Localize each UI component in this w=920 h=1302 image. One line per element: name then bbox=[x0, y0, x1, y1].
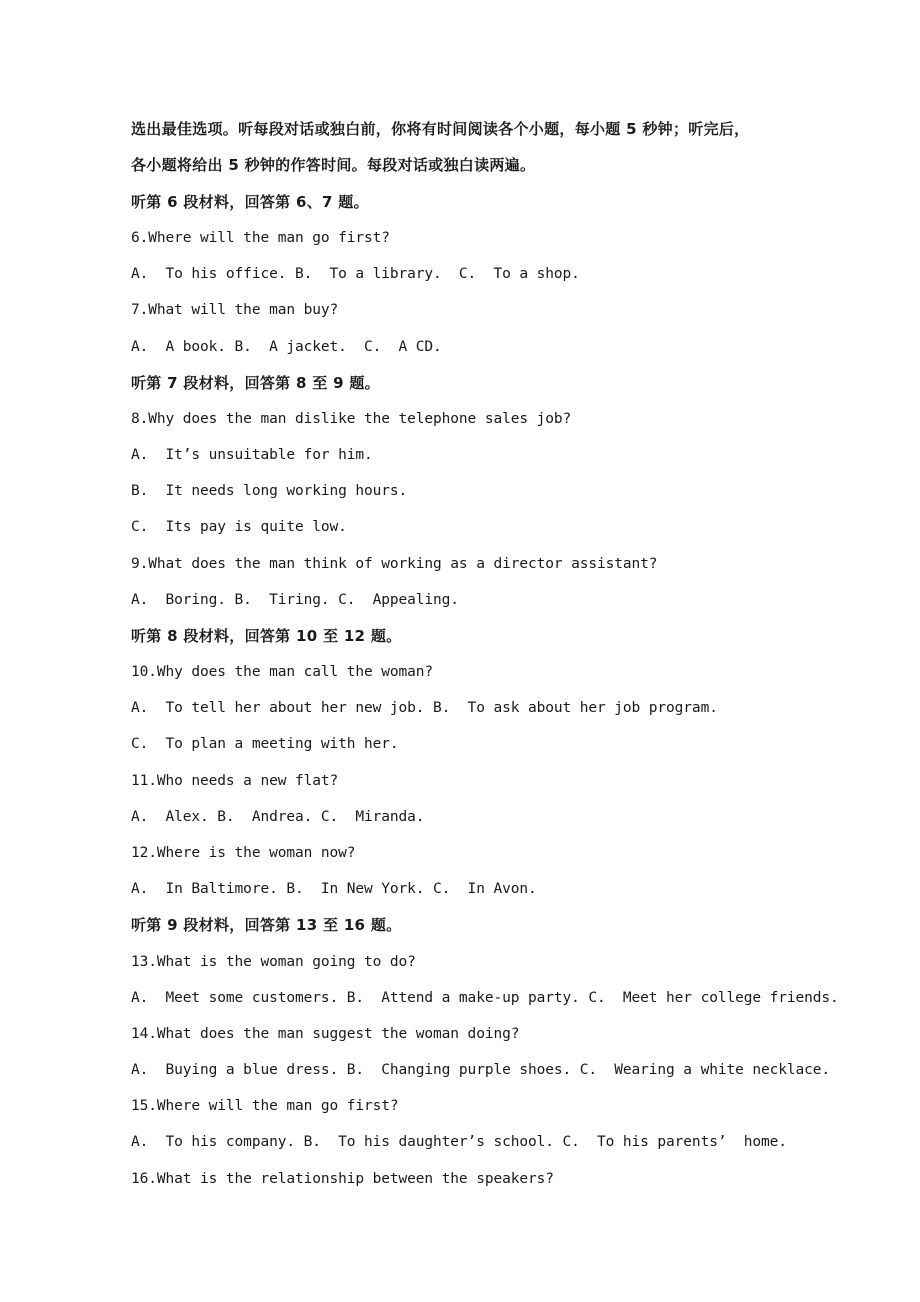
question-12: 12.Where is the woman now? bbox=[131, 845, 356, 861]
question-10-option-c: C. To plan a meeting with her. bbox=[131, 736, 399, 752]
section-6-heading: 听第 6 段材料，回答第 6、7 题。 bbox=[131, 193, 369, 211]
question-6-options: A. To his office. B. To a library. C. To a shop. bbox=[131, 266, 580, 282]
question-14-options: A. Buying a blue dress. B. Changing purple shoes. C. Wearing a white necklace. bbox=[131, 1062, 831, 1078]
question-10: 10.Why does the man call the woman? bbox=[131, 664, 434, 680]
section-8-heading: 听第 8 段材料，回答第 10 至 12 题。 bbox=[131, 627, 402, 645]
question-9-options: A. Boring. B. Tiring. C. Appealing. bbox=[131, 592, 459, 608]
question-8-option-c: C. Its pay is quite low. bbox=[131, 519, 347, 535]
question-13-options: A. Meet some customers. B. Attend a make-up party. C. Meet her college friends. bbox=[131, 990, 839, 1006]
question-9: 9.What does the man think of working as a director assistant? bbox=[131, 556, 658, 572]
question-8-option-a: A. It’s unsuitable for him. bbox=[131, 447, 373, 463]
question-10-options-ab: A. To tell her about her new job. B. To ask about her job program. bbox=[131, 700, 718, 716]
question-15-options: A. To his company. B. To his daughter’s school. C. To his parents’ home. bbox=[131, 1134, 787, 1150]
instruction-line-2: 各小题将给出 5 秒钟的作答时间。每段对话或独白读两遍。 bbox=[131, 156, 536, 174]
question-12-options: A. In Baltimore. B. In New York. C. In Avon. bbox=[131, 881, 537, 897]
question-13: 13.What is the woman going to do? bbox=[131, 954, 416, 970]
section-9-heading: 听第 9 段材料，回答第 13 至 16 题。 bbox=[131, 916, 402, 934]
question-7-options: A. A book. B. A jacket. C. A CD. bbox=[131, 339, 442, 355]
question-11-options: A. Alex. B. Andrea. C. Miranda. bbox=[131, 809, 425, 825]
question-7: 7.What will the man buy? bbox=[131, 302, 339, 318]
question-15: 15.Where will the man go first? bbox=[131, 1098, 399, 1114]
question-11: 11.Who needs a new flat? bbox=[131, 773, 339, 789]
instruction-line-1: 选出最佳选项。听每段对话或独白前，你将有时间阅读各个小题，每小题 5 秒钟；听完后， bbox=[131, 120, 750, 138]
question-8: 8.Why does the man dislike the telephone sales job? bbox=[131, 411, 572, 427]
section-7-heading: 听第 7 段材料，回答第 8 至 9 题。 bbox=[131, 374, 380, 392]
question-14: 14.What does the man suggest the woman doing? bbox=[131, 1026, 520, 1042]
question-8-option-b: B. It needs long working hours. bbox=[131, 483, 408, 499]
question-6: 6.Where will the man go first? bbox=[131, 230, 390, 246]
question-16: 16.What is the relationship between the speakers? bbox=[131, 1171, 554, 1187]
